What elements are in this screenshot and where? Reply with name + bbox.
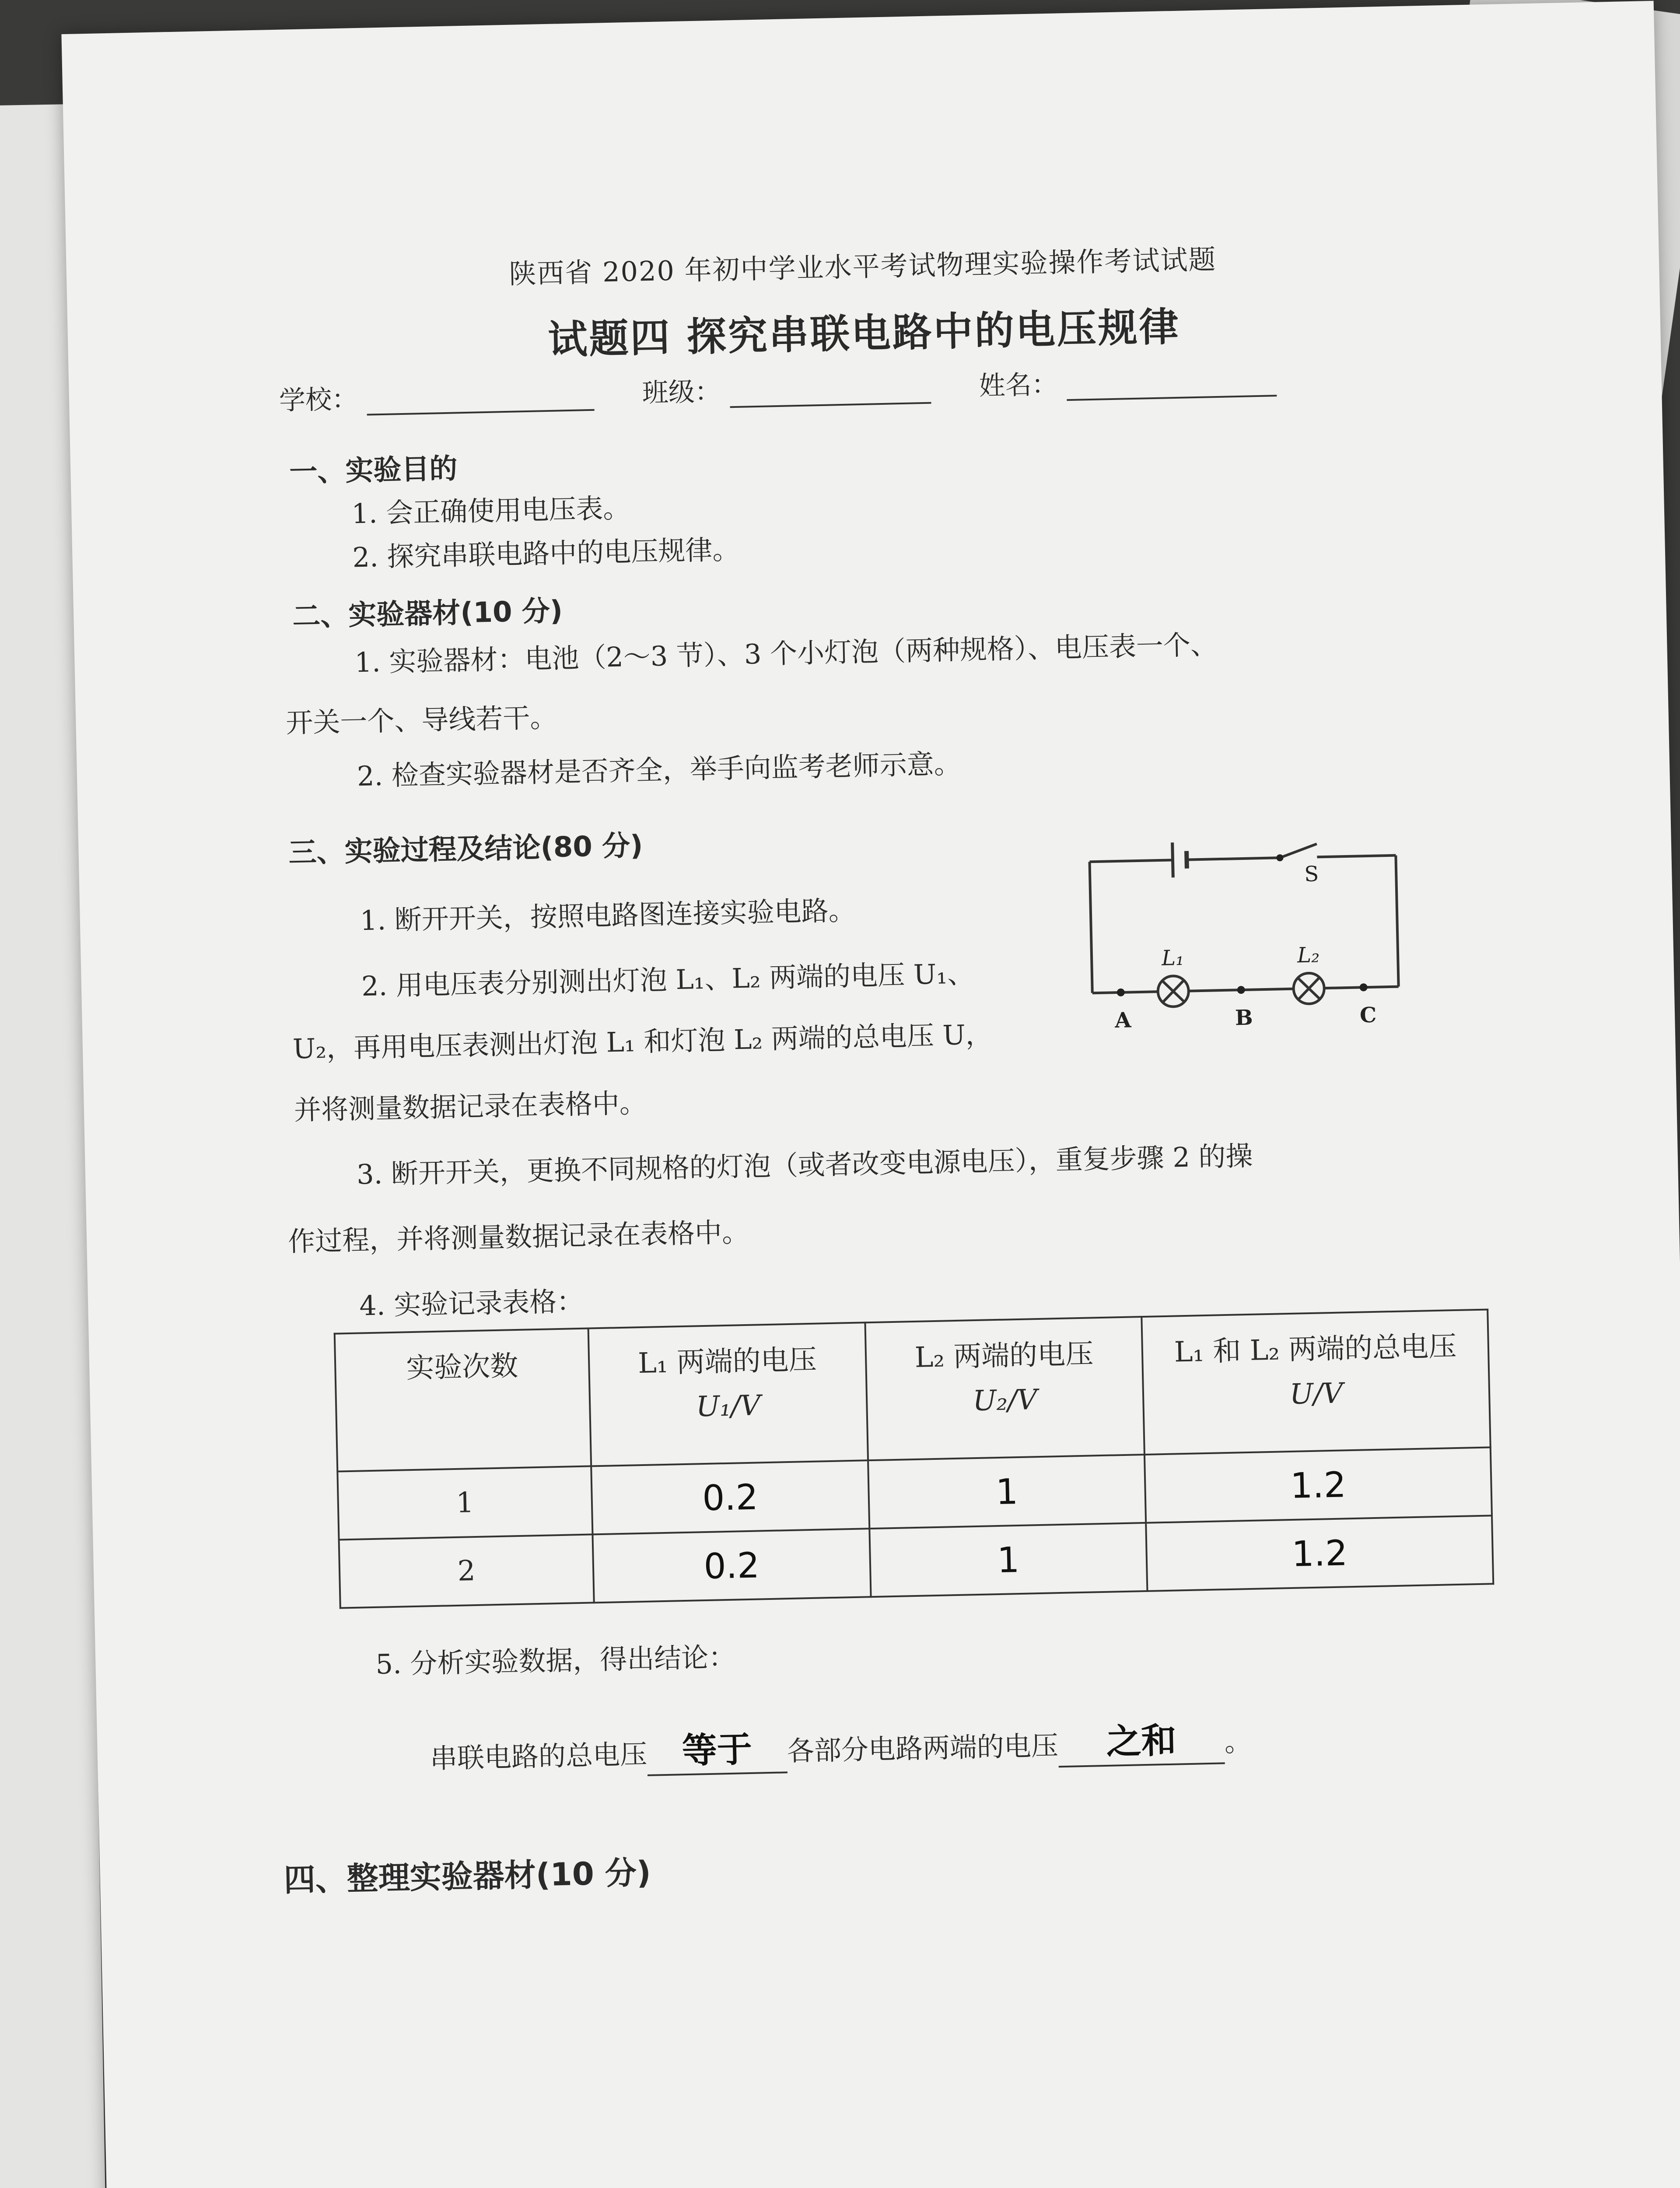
table-header-row [335,1309,1491,1471]
step2-line3: 并将测量数据记录在表格中。 [294,1087,647,1126]
section3-heading: 三、实验过程及结论(80 分) [288,829,644,870]
section1-item-1: 1. 会正确使用电压表。 [351,492,630,530]
node-c [1359,983,1367,991]
node-b [1237,986,1245,994]
school-field[interactable] [279,373,595,417]
school-blank[interactable] [366,383,594,416]
class-label: 班级： [642,376,721,409]
cell-u-total[interactable]: 1.2 [1146,1515,1493,1591]
section2-item1-line1: 1. 实验器材：电池（2～3 节）、3 个小灯泡（两种规格）、电压表一个、 [354,628,1218,679]
conclusion-part2: 各部分电路两端的电压 [787,1729,1059,1767]
wire-top-left [1090,860,1173,862]
section2-item1-line2: 开关一个、导线若干。 [285,701,558,739]
header-trial: 实验次数 [335,1329,591,1472]
switch-blade [1280,844,1317,858]
lamp1-label: L₁ [1161,945,1184,971]
header-u1: L₁ 两端的电压 U₁/V [588,1322,868,1466]
exam-title: 试题四 探究串联电路中的电压规律 [547,304,1181,363]
step3-line1: 3. 断开开关，更换不同规格的灯泡（或者改变电源电压），重复步骤 2 的操 [356,1140,1253,1191]
step2-line2: U₂，再用电压表测出灯泡 L₁ 和灯泡 L₂ 两端的总电压 U， [292,1018,993,1065]
step2-line1: 2. 用电压表分别测出灯泡 L₁、L₂ 两端的电压 U₁、 [361,957,975,1003]
step3-line2: 作过程，并将测量数据记录在表格中。 [287,1216,749,1258]
conclusion-blank-2[interactable]: 之和 [1058,1717,1225,1767]
switch-label: S [1304,862,1319,887]
circuit-diagram [1071,828,1426,1055]
school-label: 学校： [279,384,358,416]
point-a-label: A [1114,1008,1131,1033]
point-c-label: C [1359,1003,1377,1028]
step5: 5. 分析实验数据，得出结论： [375,1641,736,1680]
wire-right [1396,856,1398,987]
cell-u1[interactable]: 0.2 [591,1460,869,1534]
section2-item2: 2. 检查实验器材是否齐全，举手向监考老师示意。 [357,747,962,792]
switch-pivot [1276,854,1283,861]
section2-heading: 二、实验器材(10 分) [292,595,563,633]
conclusion-end: 。 [1224,1725,1252,1758]
conclusion-part1: 串联电路的总电压 [430,1738,648,1775]
exam-header [66,228,1661,375]
step4: 4. 实验记录表格： [359,1285,584,1322]
exam-paper [61,1,1680,2188]
section4-heading: 四、整理实验器材(10 分) [283,1854,651,1899]
cell-u2[interactable]: 1 [868,1455,1146,1529]
section1-item-2: 2. 探究串联电路中的电压规律。 [352,533,740,574]
header-u2: L₂ 两端的电压 U₂/V [865,1317,1144,1460]
class-field[interactable] [642,366,931,410]
name-field[interactable] [979,359,1277,403]
lamp2-label: L₂ [1297,943,1320,968]
section1-heading: 一、实验目的 [289,452,458,489]
class-blank[interactable] [729,376,931,408]
cell-u2[interactable]: 1 [869,1523,1148,1597]
wire-bottom-a [1092,992,1158,993]
name-label: 姓名： [978,369,1058,402]
conclusion-blank-1[interactable]: 等于 [647,1726,788,1776]
wire-top-middle [1186,858,1278,859]
cell-trial: 1 [337,1466,592,1539]
header-u-total: L₁ 和 L₂ 两端的总电压 U/V [1141,1309,1490,1454]
name-blank[interactable] [1066,368,1277,401]
wire-top-right [1317,856,1396,857]
cell-u1[interactable]: 0.2 [592,1529,871,1602]
conclusion-sentence [430,1716,1252,1781]
point-b-label: B [1235,1005,1253,1031]
battery-long-plate [1172,842,1173,877]
wire-left [1090,862,1092,993]
step1: 1. 断开开关，按照电路图连接实验电路。 [360,894,856,937]
exam-line: 陕西省 2020 年初中学业水平考试物理实验操作考试试题 [508,243,1217,290]
cell-u-total[interactable]: 1.2 [1144,1447,1492,1523]
node-a [1117,989,1125,996]
cell-trial: 2 [339,1534,594,1608]
record-table [334,1308,1494,1609]
